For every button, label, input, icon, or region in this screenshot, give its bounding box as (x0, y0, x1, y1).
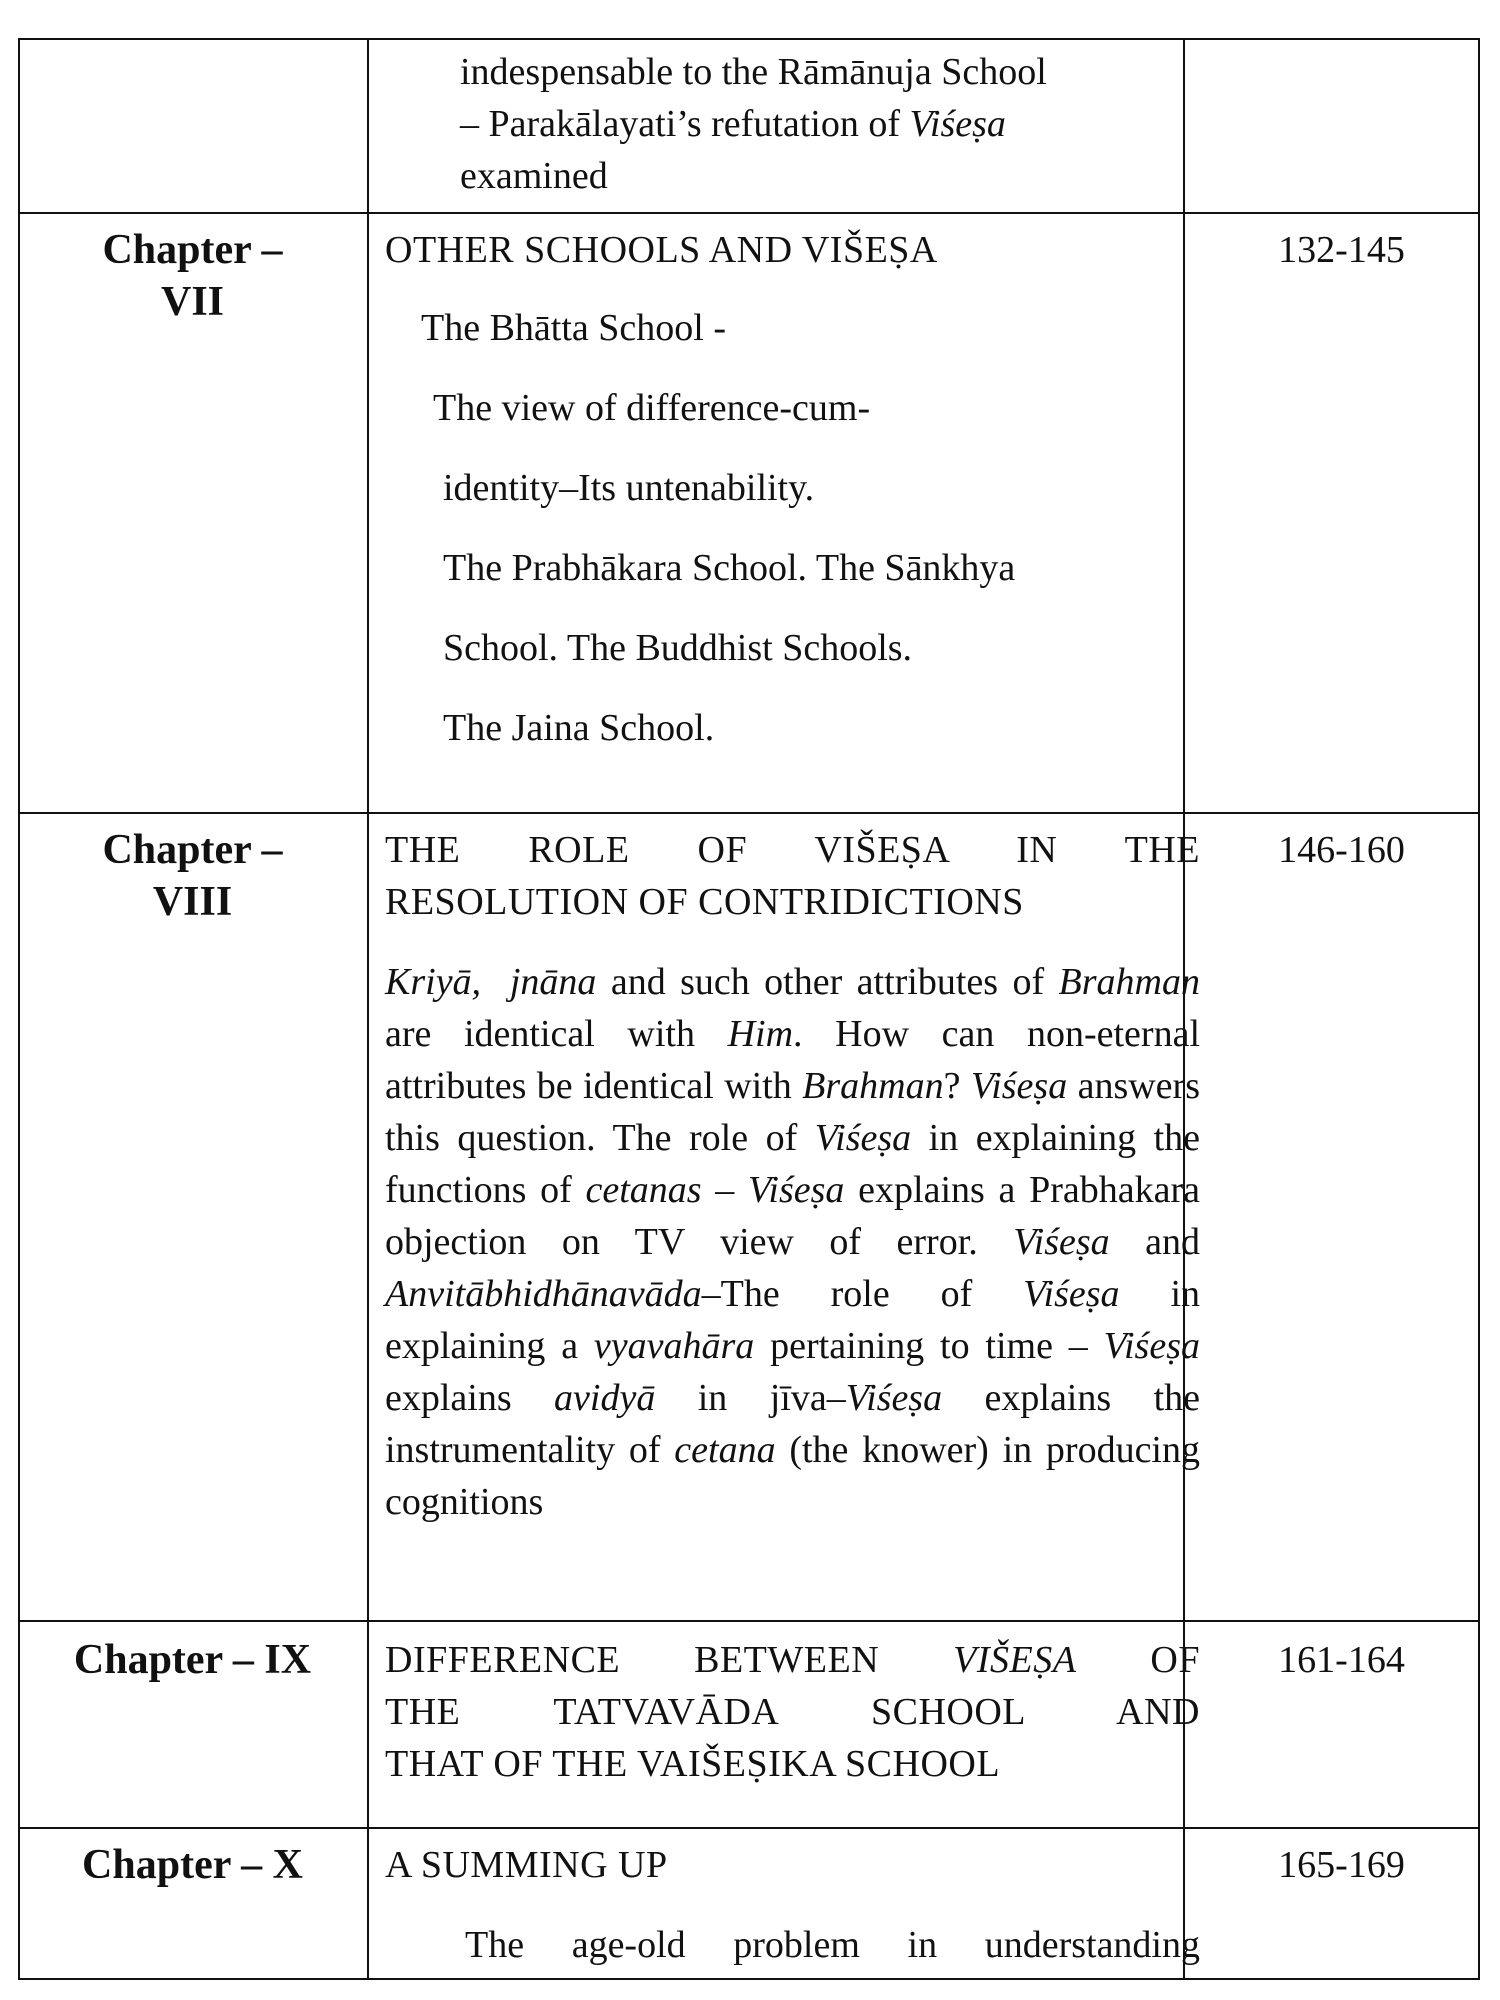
contents-line: examined (460, 155, 608, 197)
page-range: 165-169 (1278, 1844, 1405, 1886)
toc-table (18, 38, 1480, 1980)
topic-item: The Jaina School. (443, 707, 715, 749)
chapter-title-line: THE ROLE OF VIŠEṢA IN THE (385, 829, 1200, 871)
chapter-summary: Kriyā, jnāna and such other attributes of Brahman are identical with Him. How can non-eternal attributes be identical with Brahman? Viśeṣa answers this question. The role of Viśeṣa in explaining the functions of cetanas – Viśeṣa explains a Prabhakara objection on TV view of error. Viśeṣa and Anvitābhidhānavāda–The role of Viśeṣa in explaining a vyavahāra pertaining to time – Viśeṣa explains avidyā in jīva–Viśeṣa explains the instrumentality of cetana (the knower) in producing cognitions (385, 961, 1201, 1523)
contents-cell (385, 1839, 1200, 1971)
contents-line: The age-old problem in understanding (465, 1924, 1200, 1966)
contents-cell (460, 46, 1180, 202)
contents-cell (385, 1634, 1200, 1790)
toc-row-chapter-x (20, 1827, 1478, 1982)
page-range: 146-160 (1278, 829, 1405, 871)
topic-item: identity–Its untenability. (443, 467, 815, 509)
page-range: 161-164 (1278, 1639, 1405, 1681)
topic-item: The Bhātta School - (421, 307, 726, 349)
contents-line: indespensable to the Rāmānuja School (460, 51, 1047, 93)
toc-row-chapter-viii (20, 812, 1478, 1620)
chapter-title-line: THE TATVAVĀDA SCHOOL AND (385, 1691, 1200, 1733)
chapter-label: Chapter – IX (73, 1637, 312, 1683)
toc-row-continuation (20, 40, 1478, 212)
topic-item: The view of difference-cum- (433, 387, 871, 429)
topic-item: School. The Buddhist Schools. (443, 627, 913, 669)
contents-cell (385, 224, 1200, 768)
topic-list (385, 288, 1200, 768)
page-range: 132-145 (1278, 229, 1405, 271)
chapter-label: Chapter – VII (102, 227, 283, 325)
chapter-title-line: DIFFERENCE BETWEEN VIŠEṢA OF (385, 1639, 1201, 1681)
toc-row-chapter-vii (20, 212, 1478, 812)
chapter-title-line: THAT OF THE VAIŠEṢIKA SCHOOL (385, 1743, 1001, 1785)
toc-row-chapter-ix (20, 1620, 1478, 1827)
contents-line: – Parakālayati’s refutation of Viśeṣa (460, 103, 1006, 145)
topic-item: The Prabhākara School. The Sānkhya (443, 547, 1016, 589)
chapter-label: Chapter – VIII (102, 827, 283, 925)
chapter-title: A SUMMING UP (385, 1844, 668, 1886)
contents-cell (385, 824, 1200, 1528)
chapter-title-line: RESOLUTION OF CONTRIDICTIONS (385, 881, 1024, 923)
chapter-title: OTHER SCHOOLS AND VIŠEṢA (385, 229, 938, 271)
chapter-label: Chapter – X (82, 1842, 303, 1888)
